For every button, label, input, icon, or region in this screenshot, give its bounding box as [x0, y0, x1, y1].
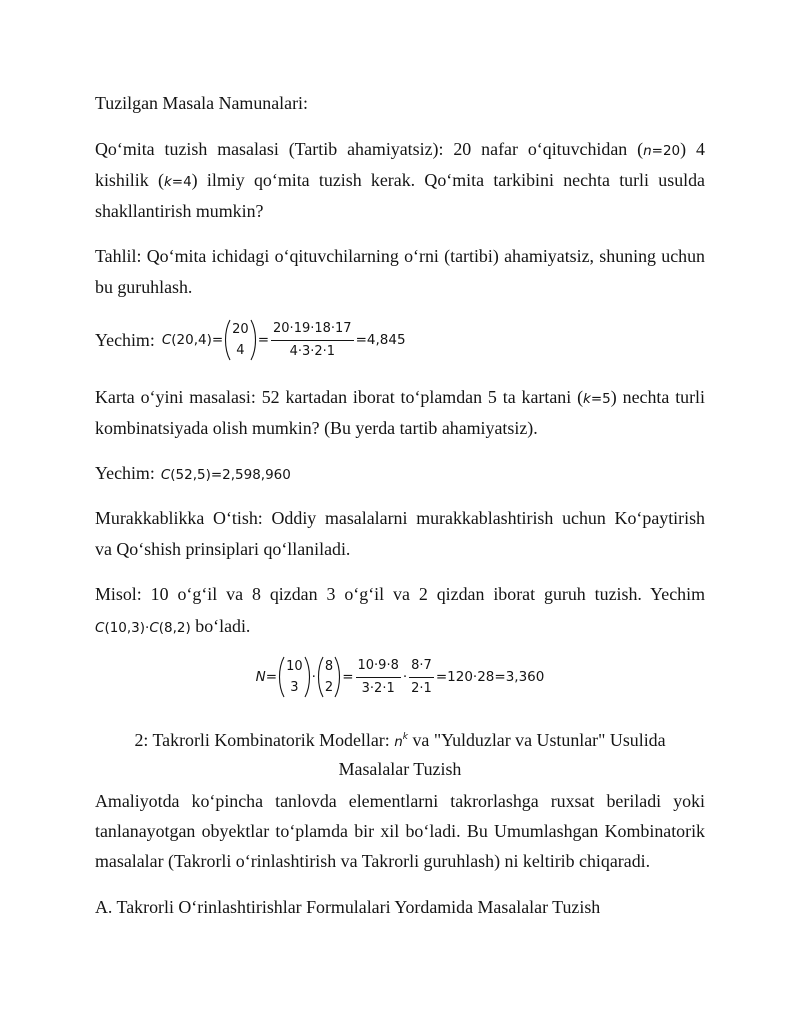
- equals-sign: =: [342, 669, 354, 685]
- fraction: [356, 656, 401, 699]
- math-value: =5: [590, 390, 611, 407]
- math-exponent: k: [402, 731, 408, 742]
- math-variable: k: [583, 390, 591, 407]
- paragraph-line: kombinatsiyada olish mumkin? (Bu yerda tartib ahamiyatsiz).: [95, 417, 538, 438]
- inline-math: [164, 174, 192, 190]
- heading-text: va "Yulduzlar va Ustunlar" Usulida: [408, 729, 666, 750]
- right-paren: [334, 656, 341, 698]
- math-variable: N: [255, 669, 266, 685]
- paragraph-line: shakllantirish mumkin?: [95, 200, 264, 221]
- paragraph-text: ) ilmiy qo‘mita tuzish kerak. Qo‘mita tarkibini nechta turli usulda: [191, 169, 705, 190]
- binomial-top: 20: [232, 322, 249, 337]
- paragraph-line: va Qo‘shish prinsiplari qo‘llaniladi.: [95, 538, 351, 559]
- math-variable: n: [643, 142, 652, 159]
- left-paren: [317, 656, 324, 698]
- right-paren: [304, 656, 311, 698]
- paragraph-line: [95, 165, 705, 196]
- complexity-paragraph: [95, 503, 705, 565]
- paragraph-line: Tahlil: Qo‘mita ichidagi o‘qituvchilarning o‘rni (tartibi) ahamiyatsiz, shuning uchun: [95, 245, 705, 266]
- math-variable: k: [163, 173, 172, 190]
- solution-label: Yechim:: [95, 329, 155, 350]
- paragraph-text: ) nechta turli: [610, 386, 706, 407]
- multiplication-dot: ·: [402, 669, 408, 685]
- fraction-denominator: 3·2·1: [361, 680, 395, 696]
- analysis-paragraph: [95, 241, 705, 303]
- fraction-denominator: 2·1: [411, 680, 432, 696]
- card-problem-paragraph: [95, 382, 705, 444]
- math-variable: C: [149, 619, 159, 636]
- math-args: (8,2): [158, 619, 191, 636]
- paragraph-line: [95, 134, 705, 165]
- binomial-coefficient: [317, 656, 341, 698]
- math-args: (20,4): [171, 332, 212, 348]
- inline-math: [95, 620, 191, 636]
- math-variable: C: [95, 619, 105, 636]
- fraction: [409, 656, 434, 699]
- multiplication-dot: ·: [311, 669, 316, 685]
- binomial-coefficient: [224, 319, 257, 361]
- heading-line: Masalalar Tuzish: [338, 758, 462, 779]
- math-args: (52,5): [170, 466, 211, 483]
- binomial-stack: [285, 656, 304, 698]
- formula-lhs: [256, 669, 277, 685]
- binomial-top: 10: [286, 659, 303, 674]
- paragraph-line: masalalar (Takrorli o‘rinlashtirish va Takrorli guruhlash) ni keltirib chiqaradi.: [95, 851, 651, 871]
- fraction-numerator: 10·9·8: [356, 656, 401, 678]
- paragraph-line: tanlanayotgan obyektlar to‘plamda bir xil bo‘ladi. Bu Umumlashgan Kombinatorik: [95, 821, 705, 841]
- math-variable: C: [161, 332, 172, 348]
- fraction: [271, 319, 354, 362]
- paragraph-line: Misol: 10 o‘g‘il va 8 qizdan 3 o‘g‘il va 2 qizdan iborat guruh tuzish. Yechim: [95, 583, 705, 604]
- math-value: =20: [651, 142, 681, 159]
- fraction-numerator: 20·19·18·17: [271, 319, 354, 341]
- formula-result: =2,598,960: [210, 466, 291, 483]
- paragraph-line: [95, 611, 705, 642]
- combination-expression: [161, 467, 291, 483]
- paragraph-text: bo‘ladi.: [190, 615, 251, 636]
- paragraph-text: ) 4: [680, 138, 705, 159]
- equals-sign: =: [211, 332, 224, 348]
- equals-sign: =: [257, 332, 270, 348]
- math-value: =4: [171, 173, 192, 190]
- intro-paragraph: [95, 786, 705, 876]
- paragraph-text: Qo‘mita tuzish masalasi (Tartib ahamiyatsiz): 20 nafar o‘qituvchidan (: [95, 138, 644, 159]
- section-title: Tuzilgan Masala Namunalari:: [95, 92, 308, 113]
- solution-1-formula: [95, 318, 705, 362]
- binomial-top: 8: [324, 659, 334, 674]
- paragraph-line: Murakkablikka O‘tish: Oddiy masalalarni murakkablashtirish uchun Ko‘paytirish: [95, 507, 705, 528]
- paragraph-line: bu guruhlash.: [95, 276, 193, 297]
- left-paren: [224, 319, 231, 361]
- equals-sign: =: [265, 669, 278, 685]
- formula-n: [95, 655, 705, 699]
- math-args: (10,3)·: [104, 619, 150, 636]
- heading-text: 2: Takrorli Kombinatorik Modellar:: [134, 729, 395, 750]
- fraction-numerator: 8·7: [409, 656, 434, 678]
- binomial-bottom: 4: [236, 343, 245, 358]
- solution-label: Yechim:: [95, 462, 155, 483]
- committee-problem-paragraph: [95, 134, 705, 227]
- formula-result: =4,845: [355, 332, 406, 348]
- combination-expression: [162, 332, 223, 348]
- section-2-heading: [95, 721, 705, 785]
- fraction-denominator: 4·3·2·1: [289, 343, 336, 359]
- inline-math: [643, 143, 680, 159]
- inline-math: [583, 391, 611, 407]
- binomial-stack: [231, 319, 250, 361]
- binomial-coefficient: [278, 656, 311, 698]
- heading-line: [95, 721, 705, 753]
- math-variable: C: [160, 466, 171, 483]
- math-variable: n: [394, 733, 403, 750]
- paragraph-line: Amaliyotda ko‘pincha tanlovda elementlarni takrorlashga ruxsat beriladi yoki: [95, 791, 705, 811]
- example-paragraph: [95, 579, 705, 642]
- paragraph-text: kishilik (: [95, 169, 164, 190]
- right-paren: [250, 319, 257, 361]
- subsection-a-title: A. Takrorli O‘rinlashtirishlar Formulalari Yordamida Masalalar Tuzish: [95, 896, 601, 917]
- binomial-stack: [324, 656, 334, 698]
- paragraph-line: [95, 382, 705, 413]
- formula-result: =120·28=3,360: [435, 669, 545, 685]
- left-paren: [278, 656, 285, 698]
- paragraph-text: Karta o‘yini masalasi: 52 kartadan iborat to‘plamdan 5 ta kartani (: [95, 386, 584, 407]
- solution-2-line: [95, 458, 705, 489]
- binomial-bottom: 2: [324, 680, 334, 695]
- binomial-bottom: 3: [290, 680, 299, 695]
